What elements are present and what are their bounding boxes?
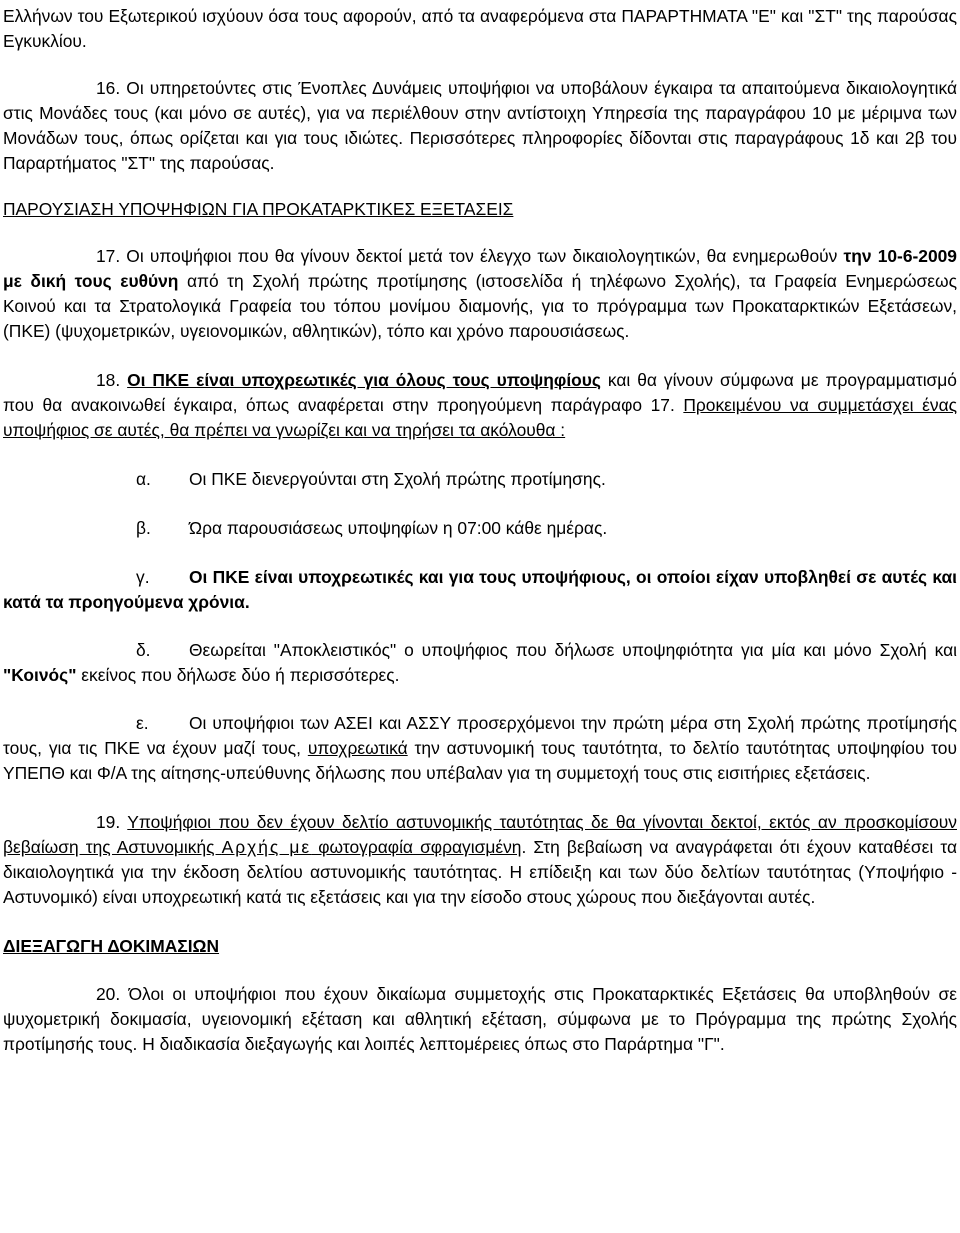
list-item-c-text: Οι ΠΚΕ είναι υποχρεωτικές και για τους υποψήφιους, οι οποίοι είχαν υποβληθεί σε αυτές και κατά τα προηγούμενα χρόνια.: [3, 567, 957, 612]
paragraph-20: 20. Όλοι οι υποψήφιοι που έχουν δικαίωμα συμμετοχής στις Προκαταρκτικές Εξετάσεις θα υποβληθούν σε ψυχομετρική δοκιμασία, υγειονομική εξέταση και αθλητική εξέταση, σύμφωνα με το Πρόγραμμα της πρώτης Σχολής προτίμησής τους. Η διαδικασία διεξαγωγής και λοιπές λεπτομέρειες όπως στο Παράρτημα "Γ".: [3, 984, 957, 1054]
paragraph-17: [3, 244, 957, 344]
list-item-b-text: Ώρα παρουσιάσεως υποψηφίων η 07:00 κάθε ημέρας.: [189, 518, 608, 538]
list-item-e-underlined: υποχρεωτικά: [307, 738, 408, 758]
list-marker-c: γ.: [136, 567, 150, 587]
list-item-d-text-a: Θεωρείται "Αποκλειστικός" ο υποψήφιος που δήλωσε υποψηφιότητα για μία και μόνο Σχολή και: [189, 640, 957, 660]
list-item-e: [3, 711, 957, 786]
intro-paragraph: Ελλήνων του Εξωτερικού ισχύουν όσα τους αφορούν, από τα αναφερόμενα στα ΠΑΡΑΡΤΗΜΑΤΑ "Ε" και "ΣΤ" της παρούσας Εγκυκλίου.: [3, 6, 957, 51]
paragraph-17-text-a: 17. Οι υποψήφιοι που θα γίνουν δεκτοί μετά τον έλεγχο των δικαιολογητικών, θα ενημερωθούν: [96, 246, 844, 266]
list-marker-e: ε.: [136, 713, 149, 733]
list-item-a-text: Οι ΠΚΕ διενεργούνται στη Σχολή πρώτης προτίμησης.: [189, 469, 606, 489]
paragraph-18: [3, 368, 957, 443]
list-marker-a: α.: [136, 469, 151, 489]
paragraph-19-number: 19.: [96, 812, 128, 832]
paragraph-19-underlined-spaced: Αρχής με: [221, 837, 312, 857]
list-item-e-text-c: την αστυνομική τους ταυτότητα, το δελτίο ταυτότητας υποψηφίου του ΥΠΕΠΘ και Φ/Α της αίτησης-υπεύθυνης δήλωσης που υπέβαλαν για τη συμμετοχή τους στις εισιτήριες εξετάσεις.: [3, 738, 957, 783]
paragraph-19: [3, 810, 957, 910]
list-item-e-text-a: Οι υποψήφιοι των ΑΣΕΙ και ΑΣΣΥ προσερχόμενοι την πρώτη μέρα στη Σχολή πρώτης προτίμησής τους, για τις ΠΚΕ να έχουν μαζί τους,: [3, 713, 957, 758]
list-item-b: [3, 516, 957, 541]
list-item-c: [3, 565, 957, 615]
paragraph-17-text-c: από τη Σχολή πρώτης προτίμησης (ιστοσελίδα ή τηλέφωνο Σχολής), τα Γραφεία Ενημερώσεως Κοινού και τα Στρατολογικά Γραφεία του τόπου μονίμου διαμονής, για το πρόγραμμα των Προκαταρκτικών Εξετάσεων, (ΠΚΕ) (ψυχομετρικών, υγειονομικών, αθλητικών), τόπο και χρόνο παρουσιάσεως.: [3, 271, 957, 341]
paragraph-16: 16. Οι υπηρετούντες στις Ένοπλες Δυνάμεις υποψήφιοι να υποβάλουν έγκαιρα τα απαιτούμενα δικαιολογητικά στις Μονάδες τους (και μόνο σε αυτές), για να περιέλθουν στην αντίστοιχη Υπηρεσία της παραγράφου 10 με μέριμνα των Μονάδων τους, όπως ορίζεται και για τους ιδιώτες. Περισσότερες πληροφορίες δίδονται στις παραγράφους 1δ και 2β του Παραρτήματος "ΣΤ" της παρούσας.: [3, 78, 957, 173]
list-marker-d: δ.: [136, 640, 151, 660]
paragraph-18-number: 18.: [96, 370, 128, 390]
list-marker-b: β.: [136, 518, 151, 538]
list-item-d-text-c: εκείνος που δήλωσε δύο ή περισσότερες.: [76, 665, 400, 685]
list-item-d-bold: "Κοινός": [3, 665, 77, 685]
paragraph-17-bold-date: την 10-6-2009 με δική τους ευθύνη: [3, 246, 957, 291]
paragraph-18-bold-underlined: Οι ΠΚΕ είναι υποχρεωτικές για όλους τους υποψηφίους: [127, 370, 601, 390]
list-item-d: [3, 638, 957, 688]
section-heading-tests-conduct: ΔΙΕΞΑΓΩΓΗ ΔΟΚΙΜΑΣΙΩΝ: [3, 936, 220, 956]
list-item-a: [3, 467, 957, 492]
paragraph-19-text: . Στη βεβαίωση να αναγράφεται ότι έχουν καταθέσει τα δικαιολογητικά για την έκδοση δελτίου αστυνομικής ταυτότητας. Η επίδειξη και των δύο δελτίων ταυτότητας (Υποψήφιο - Αστυνομικό) είναι υποχρεωτική κατά τις εξετάσεις και για την είσοδο στους χώρους που διεξάγονται αυτές.: [3, 837, 958, 907]
paragraph-18-underlined: Προκειμένου να συμμετάσχει ένας υποψήφιος σε αυτές, θα πρέπει να γνωρίζει και να τηρήσει τα ακόλουθα :: [3, 395, 958, 440]
section-heading-candidate-presentation: ΠΑΡΟΥΣΙΑΣΗ ΥΠΟΨΗΦΙΩΝ ΓΙΑ ΠΡΟΚΑΤΑΡΚΤΙΚΕΣ ΕΞΕΤΑΣΕΙΣ: [3, 199, 514, 219]
paragraph-18-text: και θα γίνουν σύμφωνα με προγραμματισμό που θα ανακοινωθεί έγκαιρα, όπως αναφέρεται στην προηγούμενη παράγραφο 17.: [3, 370, 957, 415]
paragraph-19-underlined-b: φωτογραφία σφραγισμένη: [311, 837, 522, 857]
paragraph-19-underlined-a: Υποψήφιοι που δεν έχουν δελτίο αστυνομικής ταυτότητας δε θα γίνονται δεκτοί, εκτός αν προσκομίσουν βεβαίωση της Αστυνομικής: [3, 812, 957, 857]
